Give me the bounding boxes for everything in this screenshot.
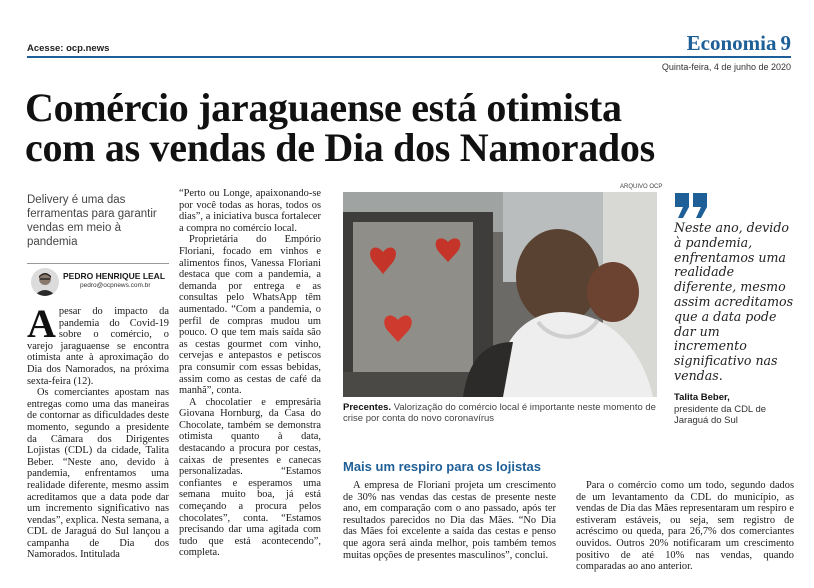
- photo-credit: ARQUIVO OCP: [620, 184, 663, 190]
- pull-quote-attribution: [674, 392, 799, 427]
- author-byline: [27, 263, 169, 301]
- page-number: 9: [780, 31, 791, 55]
- site-url[interactable]: Acesse: ocp.news: [27, 43, 110, 54]
- quote-icon: [675, 193, 709, 223]
- paragraph: A empresa de Floriani projeta um crescimento de 30% nas vendas das cestas de presente neste ano, em comparação com o ano passado, após ter resultados parecidos no Dia das Mães. “No Dia das Mães foi excelente a saída das cestas e penso que agora será ainda melhor, pois também temos muitas opções de presentes masculinos”, conclui.: [343, 480, 556, 561]
- paragraph: “Perto ou Longe, apaixonando-se por você todas as horas, todos os dias”, a iniciativa busca fortalecer a compra no comércio local.: [179, 188, 321, 234]
- headline-line-1: Comércio jaraguaense está otimista: [25, 85, 622, 130]
- article-column-4: [576, 480, 794, 588]
- paragraph-text: pesar do impacto da pandemia do Covid-19 sobre o comércio, o varejo jaraguaense se encontra otimista ante à aproximação do Dia dos Namorados, na próxima sexta-feira (12).: [27, 306, 169, 387]
- section-header: [687, 31, 791, 56]
- article-column-2: [179, 188, 321, 588]
- author-avatar: [31, 268, 59, 296]
- paragraph: Os comerciantes apostam nas entregas como uma das maneiras de contornar as dificuldades deste momento, segundo a presidente da Câmara dos Dirigentes Lojistas (CDL) da cidade, Talita Beber. “Neste ano, devido à pandemia, enfrentamos uma realidade diferente, mesmo assim acreditamos que a data pode dar um incremento significativo nas vendas”, explica. Nesta semana, a CDL de Jaraguá do Sul lançou a campanha de Dia dos Namorados. Intitulada: [27, 387, 169, 561]
- drop-cap: A: [27, 306, 56, 346]
- article-column-3: [343, 480, 556, 588]
- article-column-1: [27, 306, 169, 588]
- section-name: Economia: [686, 31, 777, 55]
- paragraph: Proprietária do Empório Floriani, focado em vinhos e alimentos finos, Vanessa Floriani destaca que com a pandemia, a demanda por entrega e as consultas pelo WhatsApp têm aumentado. “Com a pandemia, o perfil de compras mudou um pouco. O que tem mais saída são as cestas gourmet com vinho, cervejas e antepastos e petiscos pra consumir com essas bebidas, assim como as cestas de café da manhã”, conta.: [179, 234, 321, 397]
- caption-text: Valorização do comércio local é importante neste momento de crise por conta do novo coronavírus: [343, 402, 656, 424]
- author-name: PEDRO HENRIQUE LEAL: [63, 271, 166, 281]
- header-rule: [27, 56, 791, 58]
- headline: [25, 85, 795, 170]
- author-email[interactable]: pedro@ocpnews.com.br: [80, 282, 151, 289]
- paragraph: A chocolatier e empresária Giovana Hornburg, da Casa do Chocolate, também se demonstra otimista quanto à data, destacando a procura por cestas, caixas de presentes e canecas personalizadas. “Estamos confiantes e esperamos uma semana muito boa, já está começando a procura pelos chocolates”, conta. “Estamos precisando dar uma agitada com tudo que está acontecendo”, completa.: [179, 396, 321, 559]
- caption-label: Precentes.: [343, 402, 392, 413]
- pull-quote-author: Talita Beber,: [674, 392, 730, 403]
- subhead: Delivery é uma das ferramentas para garantir vendas em meio à pandemia: [27, 194, 157, 248]
- pull-quote-role: presidente da CDL de Jaraguá do Sul: [674, 403, 767, 426]
- issue-date: Quinta-feira, 4 de junho de 2020: [661, 62, 791, 72]
- article-photo: [343, 192, 657, 397]
- headline-line-2: com as vendas de Dia dos Namorados: [25, 125, 655, 170]
- paragraph: Para o comércio como um todo, segundo dados de um levantamento da CDL do município, as vendas de Dia das Mães representaram um respiro e estiveram estáveis, ou seja, sem registro de acréscimo ou queda, para 26,7% dos comerciantes ouvidos. Outros 20% notificaram um crescimento positivo de até 10% nas vendas, quando comparadas ao ano anterior.: [576, 480, 794, 573]
- paragraph: [27, 306, 169, 387]
- subsection-title: Mais um respiro para os lojistas: [343, 459, 541, 474]
- pull-quote: Neste ano, devido à pandemia, enfrentamos uma realidade diferente, mesmo assim acreditamos que a data pode dar um incremento significativo nas vendas.: [674, 220, 794, 383]
- photo-caption: [343, 402, 657, 424]
